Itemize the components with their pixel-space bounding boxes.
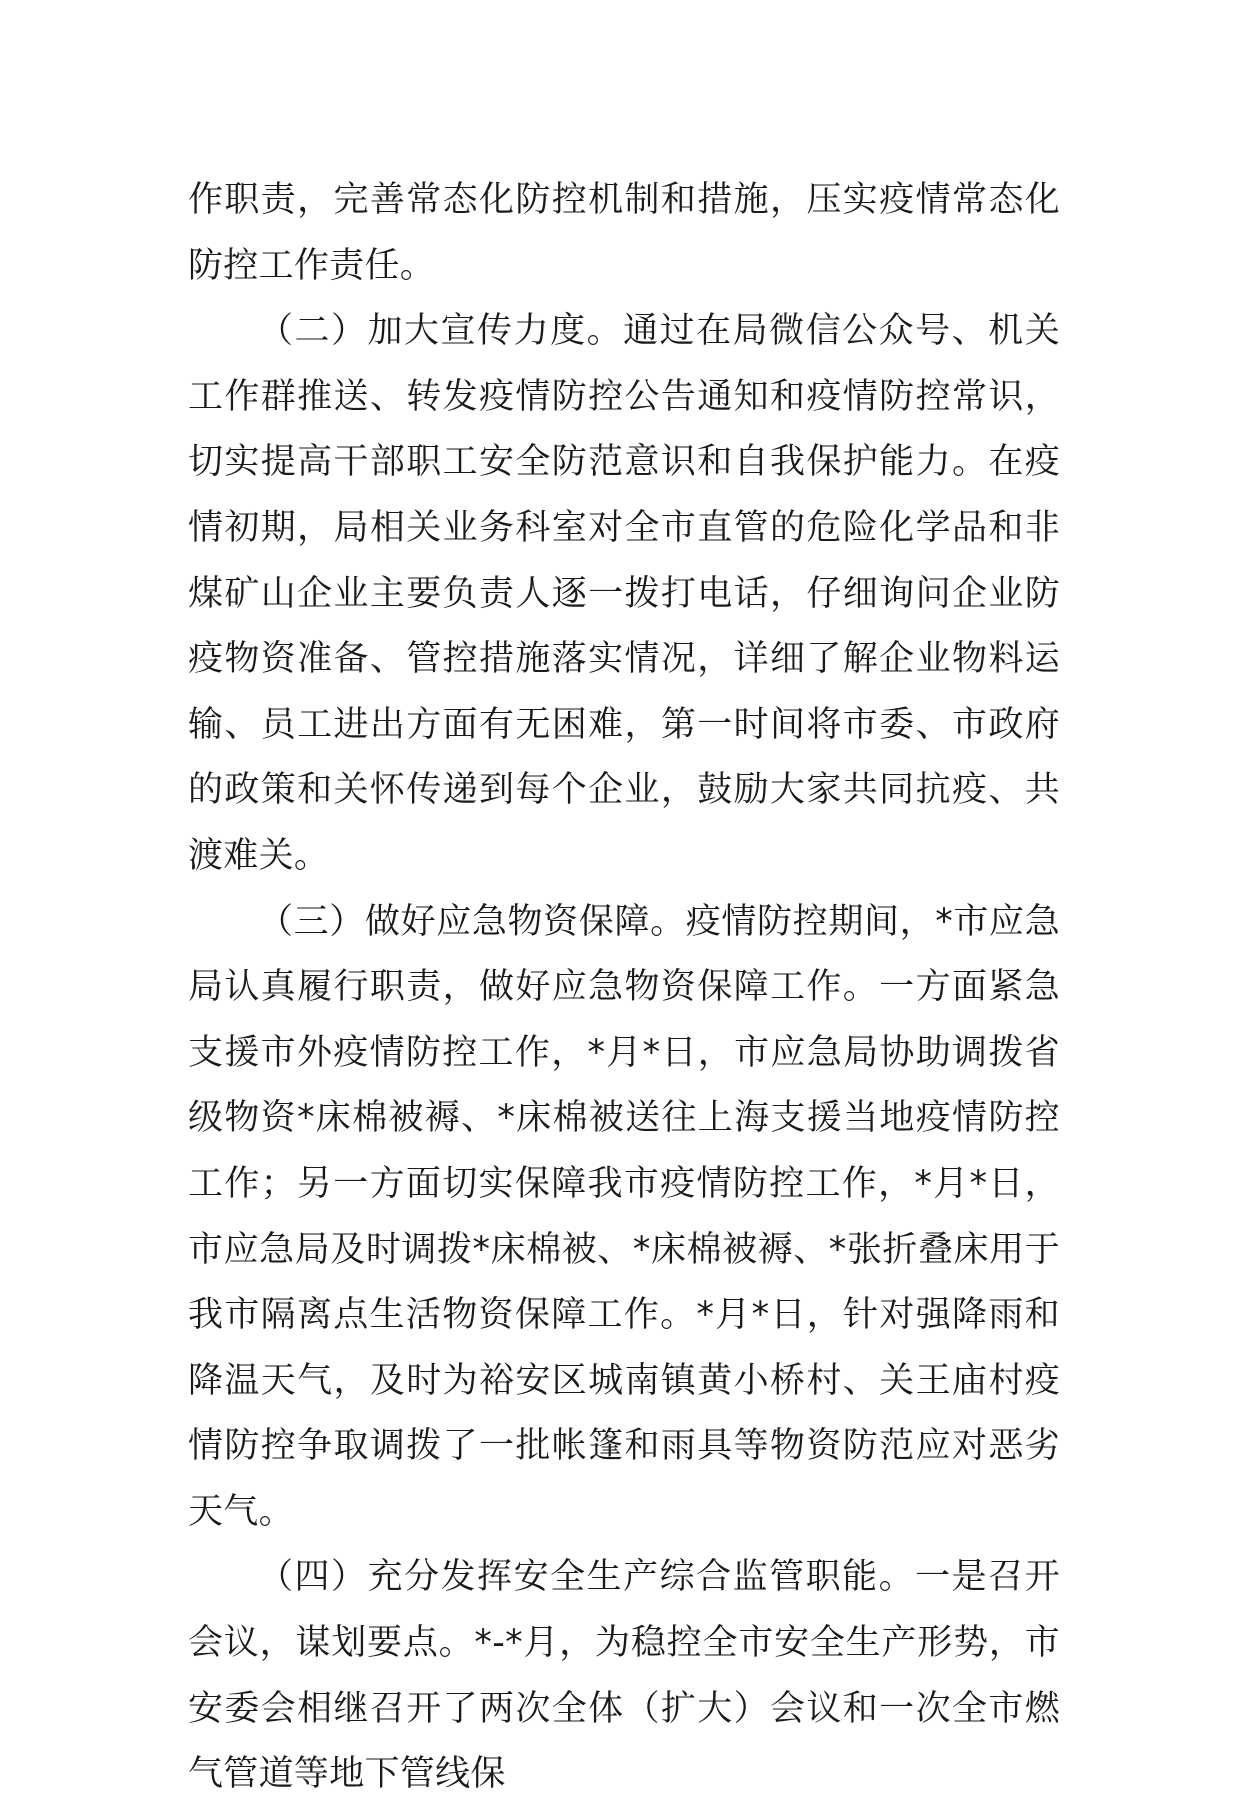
paragraph-continuation: 作职责，完善常态化防控机制和措施，压实疫情常态化防控工作责任。 [188, 180, 1060, 286]
paragraph-safety-supervision: （四）充分发挥安全生产综合监管职能。一是召开会议，谋划要点。*-*月，为稳控全市安全生产形势，市安委会相继召开了两次全体（扩大）会议和一次全市燃气管道等地下管线保 [188, 1557, 1060, 1795]
paragraph-publicity: （二）加大宣传力度。通过在局微信公众号、机关工作群推送、转发疫情防控公告通知和疫情防控常识，切实提高干部职工安全防范意识和自我保护能力。在疫情初期，局相关业务科室对全市直管的危险化学品和非煤矿山企业主要负责人逐一拨打电话，仔细询问企业防疫物资准备、管控措施落实情况，详细了解企业物料运输、员工进出方面有无困难，第一时间将市委、市政府的政策和关怀传递到每个企业，鼓励大家共同抗疫、共渡难关。 [188, 311, 1060, 876]
document-body [188, 168, 1060, 1808]
paragraph-emergency-supplies: （三）做好应急物资保障。疫情防控期间，*市应急局认真履行职责，做好应急物资保障工作。一方面紧急支援市外疫情防控工作，*月*日，市应急局协助调拨省级物资*床棉被褥、*床棉被送往上海支援当地疫情防控工作；另一方面切实保障我市疫情防控工作，*月*日，市应急局及时调拨*床棉被、*床棉被褥、*张折叠床用于我市隔离点生活物资保障工作。*月*日，针对强降雨和降温天气，及时为裕安区城南镇黄小桥村、关王庙村疫情防控争取调拨了一批帐篷和雨具等物资防范应对恶劣天气。 [188, 901, 1060, 1532]
